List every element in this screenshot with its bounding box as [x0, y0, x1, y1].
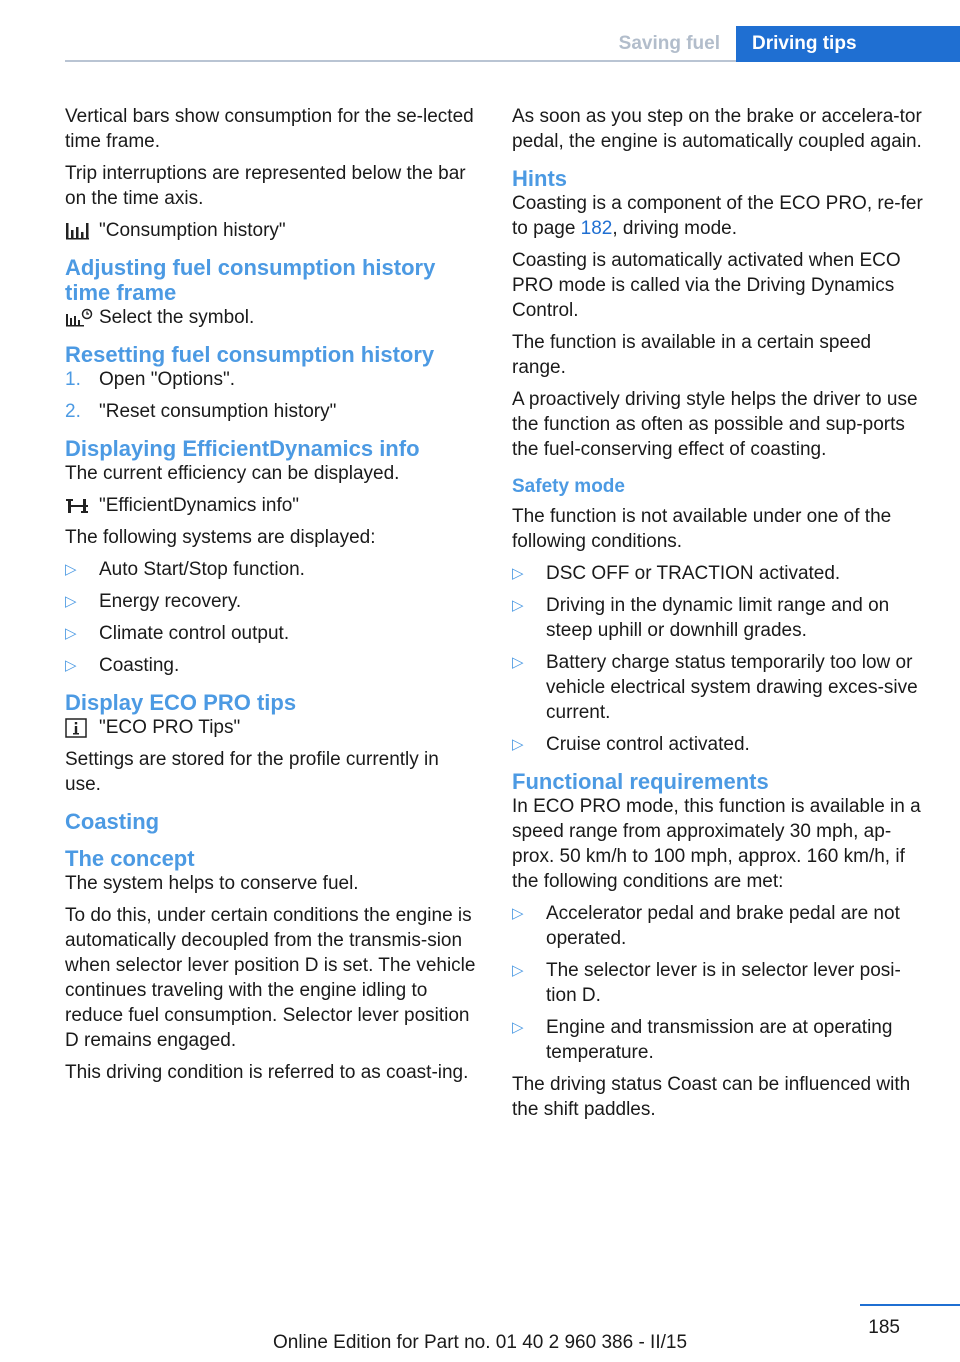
list-item [65, 367, 480, 392]
triangle-bullet-icon: ▷ [512, 736, 524, 753]
paragraph: The current efficiency can be displayed. [65, 463, 400, 484]
text: , driving mode. [612, 218, 737, 239]
list-item [65, 557, 480, 582]
list-item [512, 958, 927, 1008]
efficient-dynamics-icon [65, 493, 99, 518]
paragraph: Coasting is automatically activated when ECO PRO mode is called via the Driving Dynamics Control. [512, 250, 901, 321]
right-column [512, 104, 927, 1129]
list-item-text: Open "Options". [99, 369, 236, 390]
list-number: 1. [65, 369, 81, 390]
list-item [65, 589, 480, 614]
footer-rule [860, 1304, 960, 1306]
header-active-tab: Driving tips [736, 26, 960, 62]
list-item-text: Driving in the dynamic limit range and on steep uphill or downhill grades. [546, 595, 890, 641]
paragraph: Trip interruptions are represented below the bar on the time axis. [65, 163, 466, 209]
paragraph: This driving condition is referred to as coast-ing. [65, 1062, 469, 1083]
triangle-bullet-icon: ▷ [65, 625, 77, 642]
list-item-text: Auto Start/Stop function. [99, 559, 305, 580]
list-item-text: Coasting. [99, 655, 180, 676]
list-item [512, 1015, 927, 1065]
page-number: 185 [868, 1317, 900, 1338]
bar-chart-icon [65, 218, 99, 243]
list-item [512, 561, 927, 586]
time-frame-icon [65, 305, 99, 330]
instruction-text: Select the symbol. [99, 307, 255, 328]
subsection-heading: Safety mode [512, 476, 625, 497]
list-item-text: Engine and transmission are at operating temperature. [546, 1017, 893, 1063]
list-item-text: Cruise control activated. [546, 734, 750, 755]
menu-item-label: "ECO PRO Tips" [99, 717, 241, 738]
list-item-text: Battery charge status temporarily too low or vehicle electrical system drawing exces-sive current. [546, 652, 918, 723]
section-heading: Resetting fuel consumption history [65, 342, 435, 367]
efficient-dynamics-line [65, 493, 480, 518]
list-item [65, 621, 480, 646]
eco-pro-tips-line [65, 715, 480, 740]
list-item [65, 653, 480, 678]
paragraph: The function is available in a certain speed range. [512, 332, 872, 378]
header-section-title: Saving fuel [618, 33, 720, 54]
section-heading: Adjusting fuel consumption history time frame [65, 255, 436, 305]
list-item-text: Climate control output. [99, 623, 290, 644]
triangle-bullet-icon: ▷ [65, 561, 77, 578]
triangle-bullet-icon: ▷ [512, 654, 524, 671]
info-icon [65, 715, 99, 740]
triangle-bullet-icon: ▷ [65, 657, 77, 674]
section-heading: Hints [512, 166, 567, 191]
list-item [65, 399, 480, 424]
page-reference-link[interactable]: 182 [580, 218, 613, 239]
list-item [512, 732, 927, 757]
triangle-bullet-icon: ▷ [65, 593, 77, 610]
edition-footer: Online Edition for Part no. 01 40 2 960 386 - II/15 [272, 1332, 688, 1353]
list-item [512, 901, 927, 951]
paragraph [512, 191, 927, 241]
text: Coasting is a component of the ECO PRO, re-fer to page [512, 193, 923, 239]
triangle-bullet-icon: ▷ [512, 1019, 524, 1036]
paragraph: The system helps to conserve fuel. [65, 873, 359, 894]
list-item-text: DSC OFF or TRACTION activated. [546, 563, 841, 584]
paragraph: The driving status Coast can be influenced with the shift paddles. [512, 1074, 911, 1120]
left-column [65, 104, 480, 1092]
paragraph: Settings are stored for the profile currently in use. [65, 749, 439, 795]
section-heading: Displaying EfficientDynamics info [65, 436, 420, 461]
paragraph: Vertical bars show consumption for the se-lected time frame. [65, 106, 474, 152]
chapter-heading: Coasting [65, 809, 160, 834]
list-item-text: Accelerator pedal and brake pedal are not operated. [546, 903, 900, 949]
paragraph: As soon as you step on the brake or accelera-tor pedal, the engine is automatically coupled again. [512, 106, 922, 152]
list-item-text: "Reset consumption history" [99, 401, 337, 422]
paragraph: The function is not available under one of the following conditions. [512, 506, 892, 552]
paragraph: In ECO PRO mode, this function is available in a speed range from approximately 30 mph, ap-prox. 50 km/h to 100 mph, approx. 160 km/h, if the following conditions are met: [512, 796, 921, 892]
paragraph: The following systems are displayed: [65, 527, 376, 548]
list-item-text: Energy recovery. [99, 591, 242, 612]
bullet-list [512, 901, 927, 1065]
paragraph: To do this, under certain conditions the engine is automatically decoupled from the transmis-sion when selector lever position D is set. The vehicle continues traveling with the engine idling to reduce fuel consumption. Selector lever position D remains engaged. [65, 905, 476, 1051]
section-heading: Display ECO PRO tips [65, 690, 297, 715]
select-symbol-line [65, 305, 480, 330]
menu-item-label: "Consumption history" [99, 220, 286, 241]
triangle-bullet-icon: ▷ [512, 565, 524, 582]
triangle-bullet-icon: ▷ [512, 905, 524, 922]
section-heading: Functional requirements [512, 769, 769, 794]
list-item-text: The selector lever is in selector lever posi-tion D. [546, 960, 901, 1006]
bullet-list [512, 561, 927, 757]
bullet-list [65, 557, 480, 678]
section-heading: The concept [65, 846, 195, 871]
paragraph: A proactively driving style helps the driver to use the function as often as possible and sup-ports the fuel-conserving effect of coasting. [512, 389, 918, 460]
triangle-bullet-icon: ▷ [512, 962, 524, 979]
list-number: 2. [65, 401, 81, 422]
numbered-list [65, 367, 480, 424]
menu-item-label: "EfficientDynamics info" [99, 495, 300, 516]
list-item [512, 650, 927, 725]
triangle-bullet-icon: ▷ [512, 597, 524, 614]
consumption-history-line [65, 218, 480, 243]
list-item [512, 593, 927, 643]
